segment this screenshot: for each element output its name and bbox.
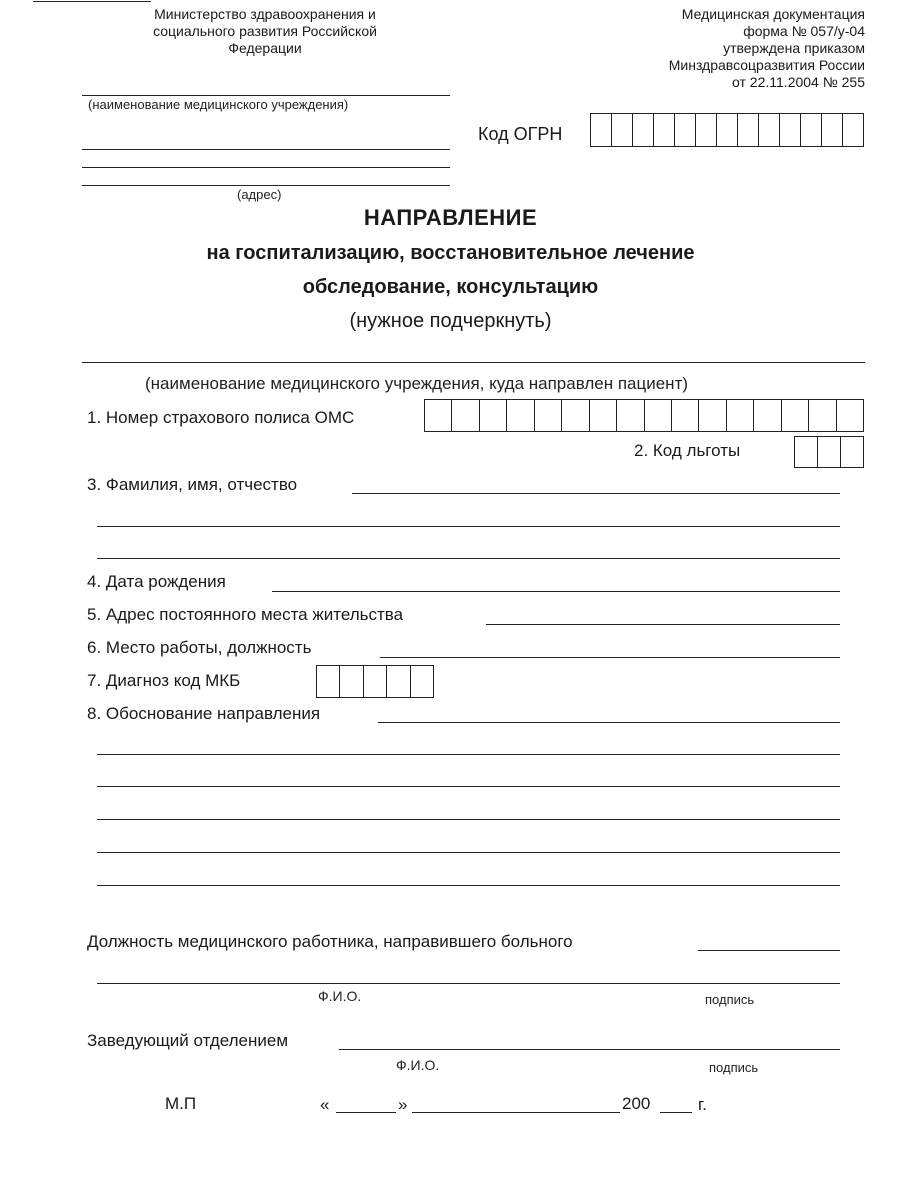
referrer-signature-caption: подпись bbox=[705, 992, 755, 1007]
char-cell[interactable] bbox=[535, 400, 562, 431]
char-cell[interactable] bbox=[782, 400, 809, 431]
justification-line-6[interactable] bbox=[97, 885, 840, 886]
date-quote-close: » bbox=[398, 1095, 408, 1114]
document-title: НАПРАВЛЕНИЕ bbox=[363, 205, 538, 230]
ogrn-boxes[interactable] bbox=[590, 113, 864, 147]
char-cell[interactable] bbox=[507, 400, 534, 431]
char-cell[interactable] bbox=[696, 114, 717, 146]
char-cell[interactable] bbox=[617, 400, 644, 431]
char-cell[interactable] bbox=[780, 114, 801, 146]
policy-number-boxes[interactable] bbox=[424, 399, 864, 432]
char-cell[interactable] bbox=[317, 666, 340, 697]
field-3-label: 3. Фамилия, имя, отчество bbox=[87, 475, 298, 494]
char-cell[interactable] bbox=[843, 114, 863, 146]
char-cell[interactable] bbox=[612, 114, 633, 146]
address-line-1[interactable] bbox=[82, 149, 450, 150]
char-cell[interactable] bbox=[822, 114, 843, 146]
char-cell[interactable] bbox=[452, 400, 479, 431]
doc-line-3: утверждена приказом bbox=[723, 40, 865, 56]
char-cell[interactable] bbox=[654, 114, 675, 146]
field-7-label: 7. Диагноз код МКБ bbox=[87, 671, 241, 690]
title-sub-3: (нужное подчеркнуть) bbox=[349, 310, 552, 332]
field-2-label: 2. Код льготы bbox=[634, 441, 741, 460]
char-cell[interactable] bbox=[795, 437, 818, 467]
institution-line[interactable] bbox=[82, 95, 450, 96]
ministry-line-3: Федерации bbox=[228, 40, 302, 56]
char-cell[interactable] bbox=[818, 437, 841, 467]
doc-line-1: Медицинская документация bbox=[681, 6, 865, 22]
char-cell[interactable] bbox=[591, 114, 612, 146]
workplace-line[interactable] bbox=[380, 657, 840, 658]
full-name-line-1[interactable] bbox=[352, 493, 840, 494]
referrer-fio-caption: Ф.И.О. bbox=[318, 988, 362, 1004]
char-cell[interactable] bbox=[738, 114, 759, 146]
field-5-label: 5. Адрес постоянного места жительства bbox=[87, 605, 404, 624]
char-cell[interactable] bbox=[562, 400, 589, 431]
char-cell[interactable] bbox=[754, 400, 781, 431]
char-cell[interactable] bbox=[425, 400, 452, 431]
char-cell[interactable] bbox=[672, 400, 699, 431]
char-cell[interactable] bbox=[801, 114, 822, 146]
doc-line-4: Минздравсоцразвития России bbox=[668, 57, 865, 73]
stamp-label: М.П bbox=[165, 1094, 197, 1113]
department-head-signature-caption: подпись bbox=[709, 1060, 759, 1075]
destination-line[interactable] bbox=[82, 362, 865, 363]
corner-mark bbox=[33, 1, 151, 2]
ministry-line-1: Министерство здравоохранения и bbox=[154, 6, 376, 22]
doc-line-2: форма № 057/у-04 bbox=[743, 23, 865, 39]
field-8-label: 8. Обоснование направления bbox=[87, 704, 321, 723]
department-head-label: Заведующий отделением bbox=[87, 1031, 289, 1050]
referrer-position-label: Должность медицинского работника, направившего больного bbox=[87, 932, 573, 951]
institution-caption: (наименование медицинского учреждения) bbox=[88, 97, 349, 112]
justification-line-4[interactable] bbox=[97, 819, 840, 820]
birth-date-line[interactable] bbox=[272, 591, 840, 592]
title-sub-1: на госпитализацию, восстановительное лечение bbox=[206, 242, 695, 264]
date-year-suffix: г. bbox=[698, 1095, 707, 1114]
date-day-line[interactable] bbox=[336, 1112, 396, 1113]
address-caption: (адрес) bbox=[237, 187, 282, 202]
char-cell[interactable] bbox=[364, 666, 387, 697]
ogrn-label: Код ОГРН bbox=[478, 124, 563, 144]
icd-code-boxes[interactable] bbox=[316, 665, 434, 698]
date-month-line[interactable] bbox=[412, 1112, 620, 1113]
char-cell[interactable] bbox=[590, 400, 617, 431]
char-cell[interactable] bbox=[387, 666, 410, 697]
date-year-prefix: 200 bbox=[622, 1094, 651, 1113]
char-cell[interactable] bbox=[727, 400, 754, 431]
full-name-line-3[interactable] bbox=[97, 558, 840, 559]
char-cell[interactable] bbox=[717, 114, 738, 146]
referrer-position-line-2[interactable] bbox=[97, 983, 840, 984]
field-1-label: 1. Номер страхового полиса ОМС bbox=[87, 408, 355, 427]
benefit-code-boxes[interactable] bbox=[794, 436, 864, 468]
ministry-line-2: социального развития Российской bbox=[153, 23, 377, 39]
department-head-fio-caption: Ф.И.О. bbox=[396, 1057, 440, 1073]
field-4-label: 4. Дата рождения bbox=[87, 572, 226, 591]
char-cell[interactable] bbox=[645, 400, 672, 431]
char-cell[interactable] bbox=[759, 114, 780, 146]
char-cell[interactable] bbox=[809, 400, 836, 431]
char-cell[interactable] bbox=[699, 400, 726, 431]
justification-line-5[interactable] bbox=[97, 852, 840, 853]
char-cell[interactable] bbox=[675, 114, 696, 146]
date-quote-open: « bbox=[320, 1095, 330, 1114]
address-line-2[interactable] bbox=[82, 167, 450, 168]
justification-line-3[interactable] bbox=[97, 786, 840, 787]
justification-line-2[interactable] bbox=[97, 754, 840, 755]
referrer-position-line-1[interactable] bbox=[698, 950, 840, 951]
document-info bbox=[590, 6, 865, 91]
char-cell[interactable] bbox=[480, 400, 507, 431]
char-cell[interactable] bbox=[837, 400, 863, 431]
address-line-3[interactable] bbox=[82, 185, 450, 186]
doc-line-5: от 22.11.2004 № 255 bbox=[732, 74, 865, 90]
char-cell[interactable] bbox=[411, 666, 433, 697]
destination-caption: (наименование медицинского учреждения, куда направлен пациент) bbox=[145, 374, 689, 393]
char-cell[interactable] bbox=[633, 114, 654, 146]
residence-address-line[interactable] bbox=[486, 624, 840, 625]
char-cell[interactable] bbox=[340, 666, 363, 697]
field-6-label: 6. Место работы, должность bbox=[87, 638, 312, 657]
department-head-line[interactable] bbox=[339, 1049, 840, 1050]
date-year-line[interactable] bbox=[660, 1112, 692, 1113]
justification-line-1[interactable] bbox=[378, 722, 840, 723]
ministry-block bbox=[100, 6, 430, 57]
full-name-line-2[interactable] bbox=[97, 526, 840, 527]
title-sub-2: обследование, консультацию bbox=[302, 276, 599, 298]
char-cell[interactable] bbox=[841, 437, 863, 467]
